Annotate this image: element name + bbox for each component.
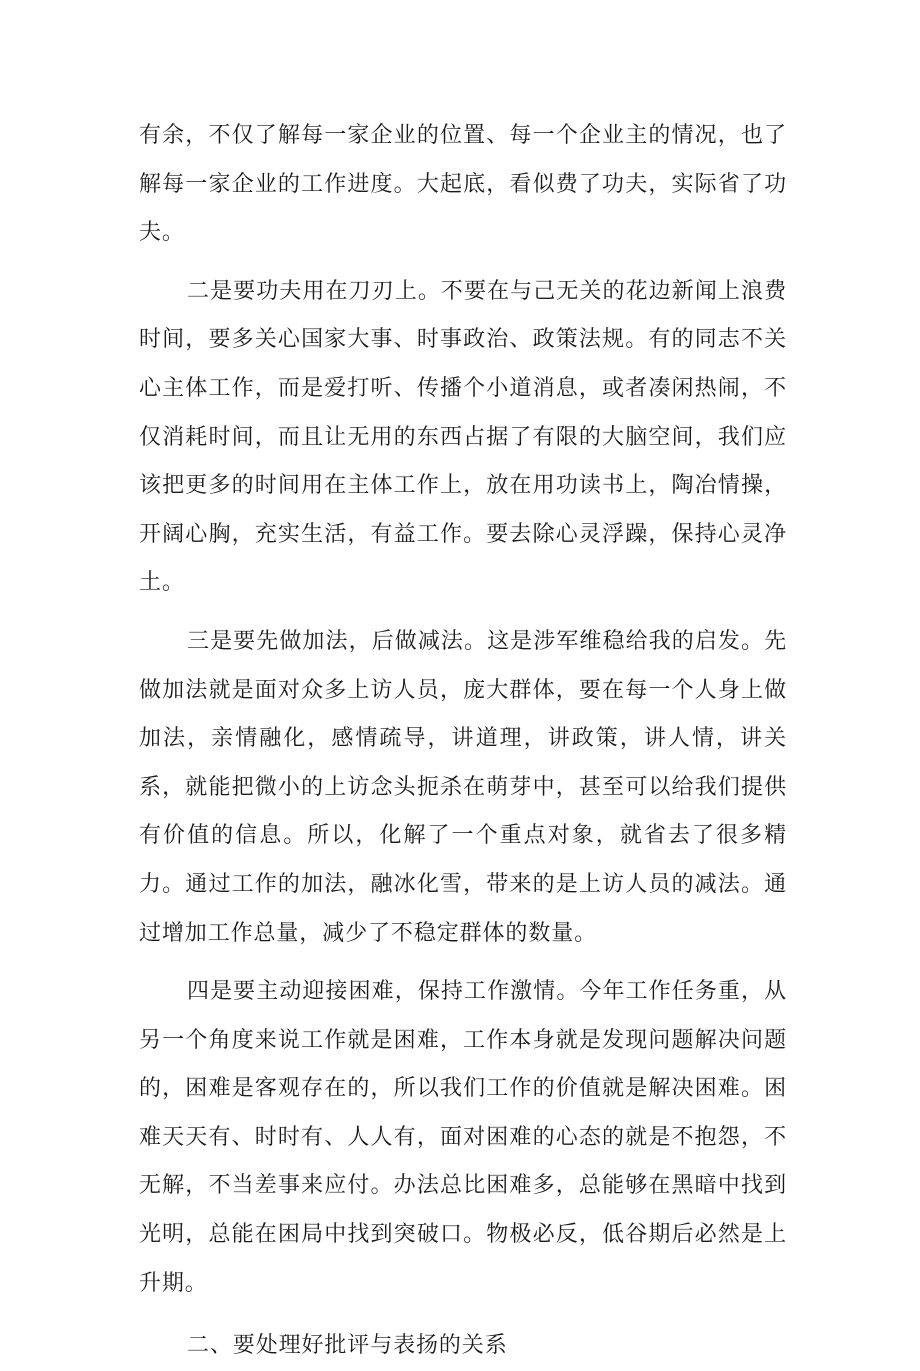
paragraph-point-four: 四是要主动迎接困难，保持工作激情。今年工作任务重，从另一个角度来说工作就是困难，工作本身就是发现问题解决问题的，困难是客观存在的，所以我们工作的价值就是解决困难。困难天天有、时时有、人人有，面对困难的心态的就是不抱怨，不无解，不当差事来应付。办法总比困难多，总能够在黑暗中找到光明，总能在困局中找到突破口。物极必反，低谷期后必然是上升期。 [139,979,787,1296]
paragraph-point-three: 三是要先做加法，后做减法。这是涉军维稳给我的启发。先做加法就是面对众多上访人员，庞大群体，要在每一个人身上做加法，亲情融化，感情疏导，讲道理，讲政策，讲人情，讲关系，就能把微小的上访念头扼杀在萌芽中，甚至可以给我们提供有价值的信息。所以，化解了一个重点对象，就省去了很多精力。通过工作的加法，融冰化雪，带来的是上访人员的减法。通过增加工作总量，减少了不稳定群体的数量。 [139,628,787,946]
paragraph-point-two: 二是要功夫用在刀刃上。不要在与己无关的花边新闻上浪费时间，要多关心国家大事、时事政治、政策法规。有的同志不关心主体工作，而是爱打听、传播个小道消息，或者凑闲热闹，不仅消耗时间，而且让无用的东西占据了有限的大脑空间，我们应该把更多的时间用在主体工作上，放在用功读书上，陶冶情操，开阔心胸，充实生活，有益工作。要去除心灵浮躁，保持心灵净土。 [139,278,787,596]
document-body [139,112,787,1371]
paragraph-continuation: 有余，不仅了解每一家企业的位置、每一个企业主的情况，也了解每一家企业的工作进度。大起底，看似费了功夫，实际省了功夫。 [139,123,787,246]
section-heading: 二、要处理好批评与表扬的关系 [187,1333,508,1359]
